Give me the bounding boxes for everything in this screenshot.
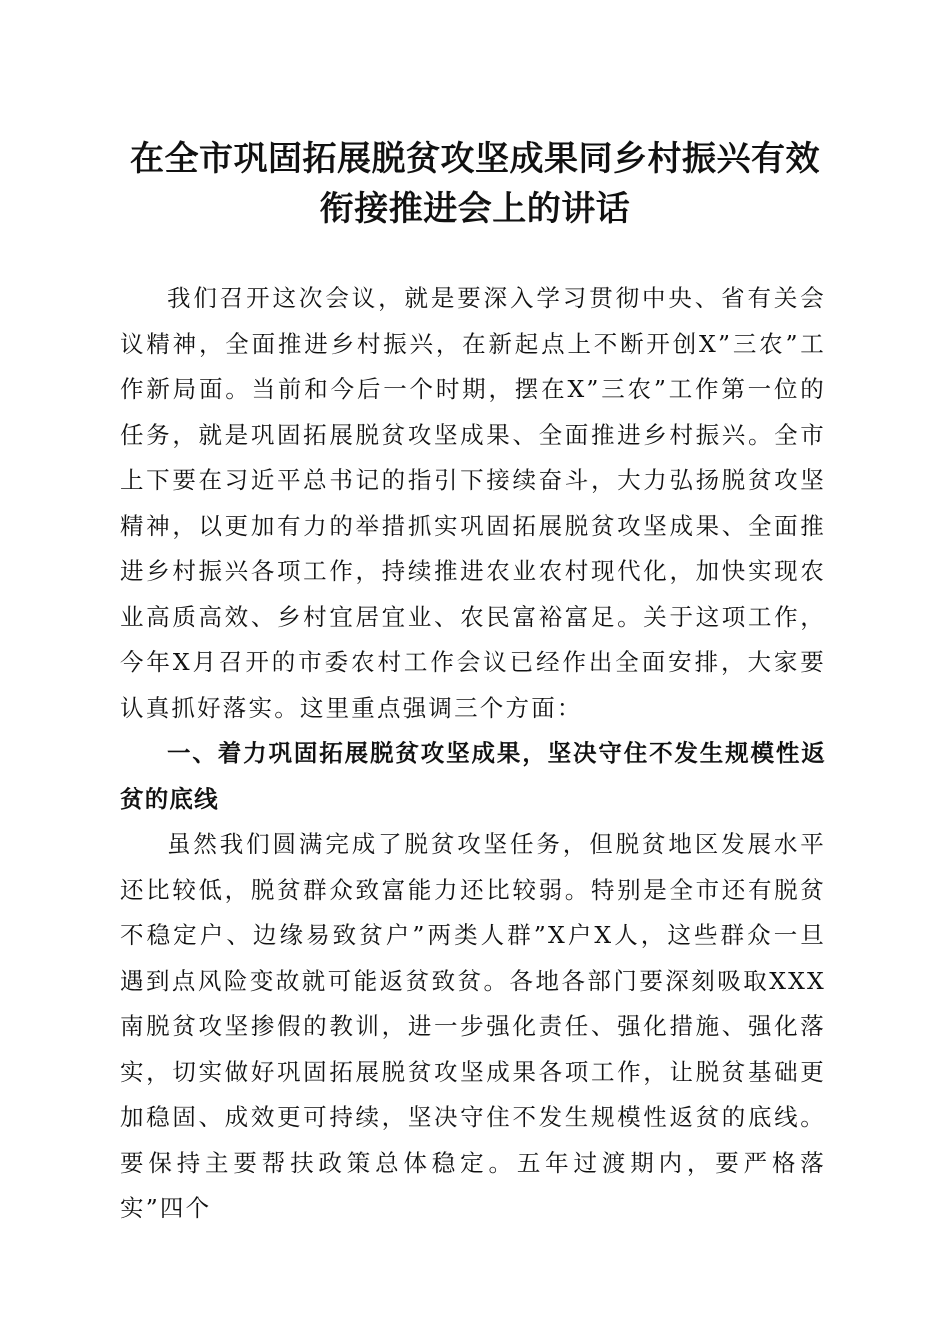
paragraph-section-1: 虽然我们圆满完成了脱贫攻坚任务，但脱贫地区发展水平还比较低，脱贫群众致富能力还比较弱。特别是全市还有脱贫不稳定户、边缘易致贫户”两类人群”X户X人，这些群众一旦遇到点风险变故就可能返贫致贫。各地各部门要深刻吸取XXX南脱贫攻坚掺假的教训，进一步强化责任、强化措施、强化落实，切实做好巩固拓展脱贫攻坚成果各项工作，让脱贫基础更加稳固、成效更可持续，坚决守住不发生规模性返贫的底线。要保持主要帮扶政策总体稳定。五年过渡期内，要严格落实”四个	[120, 830, 826, 1222]
document-body	[120, 276, 826, 1232]
title-line-1: 在全市巩固拓展脱贫攻坚成果同乡村振兴有效	[130, 139, 820, 179]
document-title	[100, 134, 850, 234]
paragraph-intro: 我们召开这次会议，就是要深入学习贯彻中央、省有关会议精神，全面推进乡村振兴，在新起点上不断开创X”三农”工作新局面。当前和今后一个时期，摆在X”三农”工作第一位的任务，就是巩固拓展脱贫攻坚成果、全面推进乡村振兴。全市上下要在习近平总书记的指引下接续奋斗，大力弘扬脱贫攻坚精神，以更加有力的举措抓实巩固拓展脱贫攻坚成果、全面推进乡村振兴各项工作，持续推进农业农村现代化，加快实现农业高质高效、乡村宜居宜业、农民富裕富足。关于这项工作，今年X月召开的市委农村工作会议已经作出全面安排，大家要认真抓好落实。这里重点强调三个方面：	[120, 284, 826, 722]
title-line-2: 衔接推进会上的讲话	[319, 189, 631, 229]
section-heading-1: 一、着力巩固拓展脱贫攻坚成果，坚决守住不发生规模性返贫的底线	[120, 739, 826, 813]
